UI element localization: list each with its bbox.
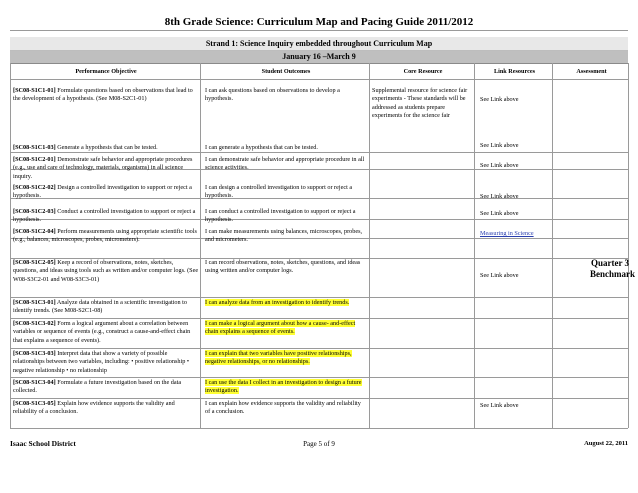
link-resource: See Link above: [480, 402, 519, 409]
outcome-sc08-s1c1-03: I can generate a hypothesis that can be tested.: [205, 144, 318, 151]
outcome-sc08-s1c3-04: I can use the data I collect in an investigation to design a future investigation.: [205, 379, 362, 395]
col-divider: [10, 63, 11, 428]
outcome-sc08-s1c3-05: I can explain how evidence supports the validity and reliability of a conclusion.: [205, 400, 361, 416]
date-range: January 16 –March 9: [10, 51, 628, 64]
objective-sc08-s1c2-01: [SC08-S1C2-01] Demonstrate safe behavior and appropriate procedures (e.g., use and care of technology, materials, organisms) in all science inquiry.: [13, 156, 193, 180]
strand-heading: Strand 1: Science Inquiry embedded throughout Curriculum Map: [10, 37, 628, 51]
objective-sc08-s1c2-03: [SC08-S1C2-03] Conduct a controlled investigation to support or reject a hypothesis.: [13, 208, 196, 224]
row-divider: [10, 398, 628, 399]
link-resource: See Link above: [480, 272, 519, 279]
col-divider: [369, 63, 370, 428]
outcome-sc08-s1c3-02: I can make a logical argument about how a cause- and-effect chain explains a sequence of events.: [205, 320, 356, 336]
objective-sc08-s1c2-05: [SC08-S1C2-05] Keep a record of observations, notes, sketches, questions, and ideas using tools such as written and/or computer logs. (See W08-S3C2-01 and W08-S3C3-01): [13, 259, 199, 283]
objective-sc08-s1c3-03: [SC08-S1C3-03] Interpret data that show a variety of possible relationships between two variables, including: • positive relationship • negative relationship • no relationship: [13, 350, 189, 374]
objective-sc08-s1c3-02: [SC08-S1C3-02] Form a logical argument about a correlation between variables or sequence of events (e.g., construct a cause-and-effect chain that explains a sequence of events).: [13, 320, 191, 344]
footer-date: August 22, 2011: [584, 440, 628, 447]
col-link-resources: Link Resources: [494, 68, 535, 75]
link-resource: See Link above: [480, 193, 519, 200]
row-divider: [10, 318, 628, 319]
col-divider: [474, 63, 475, 428]
objective-sc08-s1c2-02: [SC08-S1C2-02] Design a controlled investigation to support or reject a hypothesis.: [13, 184, 192, 200]
link-resource: See Link above: [480, 96, 519, 103]
objective-sc08-s1c3-05: [SC08-S1C3-05] Explain how evidence supports the validity and reliability of a conclusion.: [13, 400, 175, 416]
objective-sc08-s1c2-04: [SC08-S1C2-04] Perform measurements using appropriate scientific tools (e.g., balances, microscopes, probes, micrometers).: [13, 228, 197, 244]
measuring-in-science-link[interactable]: Measuring in Science: [480, 230, 534, 237]
outcome-sc08-s1c2-04: I can make measurements using balances, microscopes, probes, and micrometers.: [205, 228, 363, 244]
assessment-quarter-3-benchmark: Quarter 3 Benchmark: [590, 258, 635, 279]
col-performance-objective: Performance Objective: [75, 68, 137, 75]
row-divider: [10, 428, 628, 429]
document-title: 8th Grade Science: Curriculum Map and Pacing Guide 2011/2012: [10, 14, 628, 31]
link-resource: See Link above: [480, 142, 519, 149]
objective-sc08-s1c1-01: [SC08-S1C1-01] Formulate questions based on observations that lead to the development of a hypothesis. (See M08-S2C1-01): [13, 87, 193, 103]
outcome-sc08-s1c1-01: I can ask questions based on observations to develop a hypothesis.: [205, 87, 340, 103]
outcome-sc08-s1c2-02: I can design a controlled investigation to support or reject a hypothesis.: [205, 184, 353, 200]
objective-sc08-s1c1-03: [SC08-S1C1-03] Generate a hypothesis that can be tested.: [13, 144, 158, 151]
row-divider: [10, 297, 628, 298]
outcome-sc08-s1c2-01: I can demonstrate safe behavior and appropriate procedure in all science activities.: [205, 156, 365, 172]
footer-page-number: Page 5 of 9: [303, 440, 335, 448]
row-divider: [10, 79, 628, 80]
row-divider: [10, 377, 628, 378]
footer-district: Isaac School District: [10, 439, 76, 448]
link-resource: See Link above: [480, 162, 519, 169]
link-resource: See Link above: [480, 210, 519, 217]
col-student-outcomes: Student Outcomes: [261, 68, 311, 75]
col-divider: [200, 63, 201, 428]
core-resource-supplemental: Supplemental resource for science fair experiments - These standards will be addressed as students prepare experiments for the science fair: [372, 87, 468, 119]
outcome-sc08-s1c2-03: I can conduct a controlled investigation to support or reject a hypothesis.: [205, 208, 356, 224]
outcome-sc08-s1c2-05: I can record observations, notes, sketches, questions, and ideas using written and/or computer logs.: [205, 259, 361, 275]
objective-sc08-s1c3-04: [SC08-S1C3-04] Formulate a future investigation based on the data collected.: [13, 379, 182, 395]
col-divider: [552, 63, 553, 428]
objective-sc08-s1c3-01: [SC08-S1C3-01] Analyze data obtained in a scientific investigation to identify trends. (See M08-S2C1-08): [13, 299, 187, 315]
col-assessment: Assessment: [576, 68, 607, 75]
outcome-sc08-s1c3-03: I can explain that two variables have positive relationships, negative relationships, or no relationships.: [205, 350, 352, 366]
col-core-resource: Core Resource: [403, 68, 443, 75]
row-divider: [10, 348, 628, 349]
col-divider: [628, 63, 629, 428]
outcome-sc08-s1c3-01: I can analyze data from an investigation to identify trends.: [205, 299, 350, 306]
